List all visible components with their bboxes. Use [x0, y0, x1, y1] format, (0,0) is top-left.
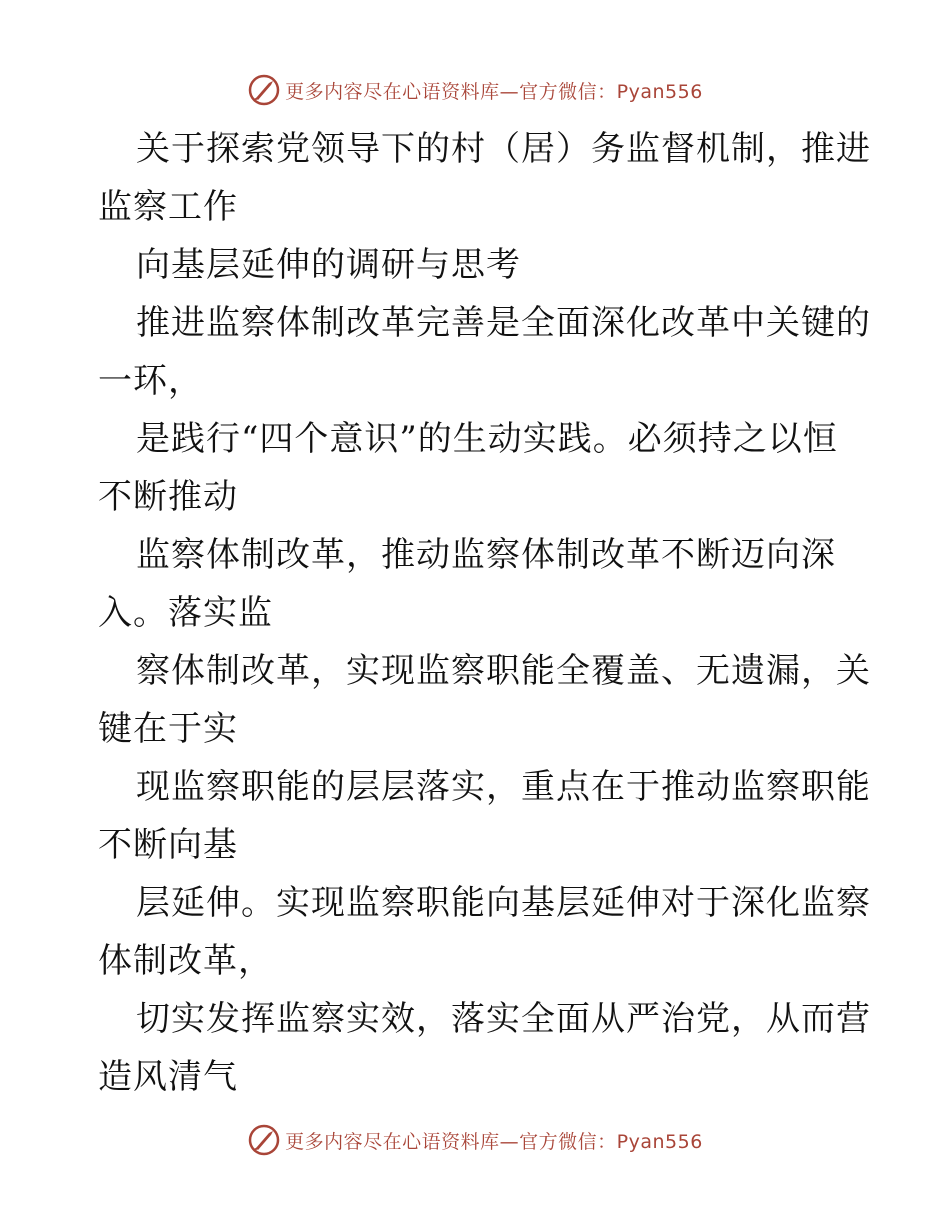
text-line: 是践行“四个意识”的生动实践。必须持之以恒 — [136, 419, 838, 459]
text-line: 现监察职能的层层落实，重点在于推动监察职能 — [136, 767, 871, 807]
text-line: 键在于实 — [98, 709, 238, 749]
watermark-text: 更多内容尽在心语资料库—官方微信：Pyan556 — [285, 1130, 703, 1153]
text-line: 造风清气 — [98, 1057, 238, 1097]
text-line: 关于探索党领导下的村（居）务监督机制，推进 — [136, 129, 871, 169]
document-body — [98, 120, 871, 1106]
text-line: 不断向基 — [98, 825, 238, 865]
quill-pen-logo-icon — [247, 73, 281, 107]
text-line: 向基层延伸的调研与思考 — [136, 245, 521, 285]
header-watermark — [0, 70, 950, 110]
watermark-text: 更多内容尽在心语资料库—官方微信：Pyan556 — [285, 80, 703, 103]
text-line: 层延伸。实现监察职能向基层延伸对于深化监察 — [136, 883, 871, 923]
text-line: 推进监察体制改革完善是全面深化改革中关键的 — [136, 303, 871, 343]
footer-watermark — [0, 1120, 950, 1160]
text-line: 监察工作 — [98, 187, 238, 227]
text-line: 一环， — [98, 361, 203, 401]
text-line: 入。落实监 — [98, 593, 273, 633]
text-line: 察体制改革，实现监察职能全覆盖、无遗漏，关 — [136, 651, 871, 691]
text-line: 不断推动 — [98, 477, 238, 517]
text-line: 监察体制改革，推动监察体制改革不断迈向深 — [136, 535, 836, 575]
text-line: 切实发挥监察实效，落实全面从严治党，从而营 — [136, 999, 871, 1039]
quill-pen-logo-icon — [247, 1123, 281, 1157]
text-line: 体制改革， — [98, 941, 273, 981]
